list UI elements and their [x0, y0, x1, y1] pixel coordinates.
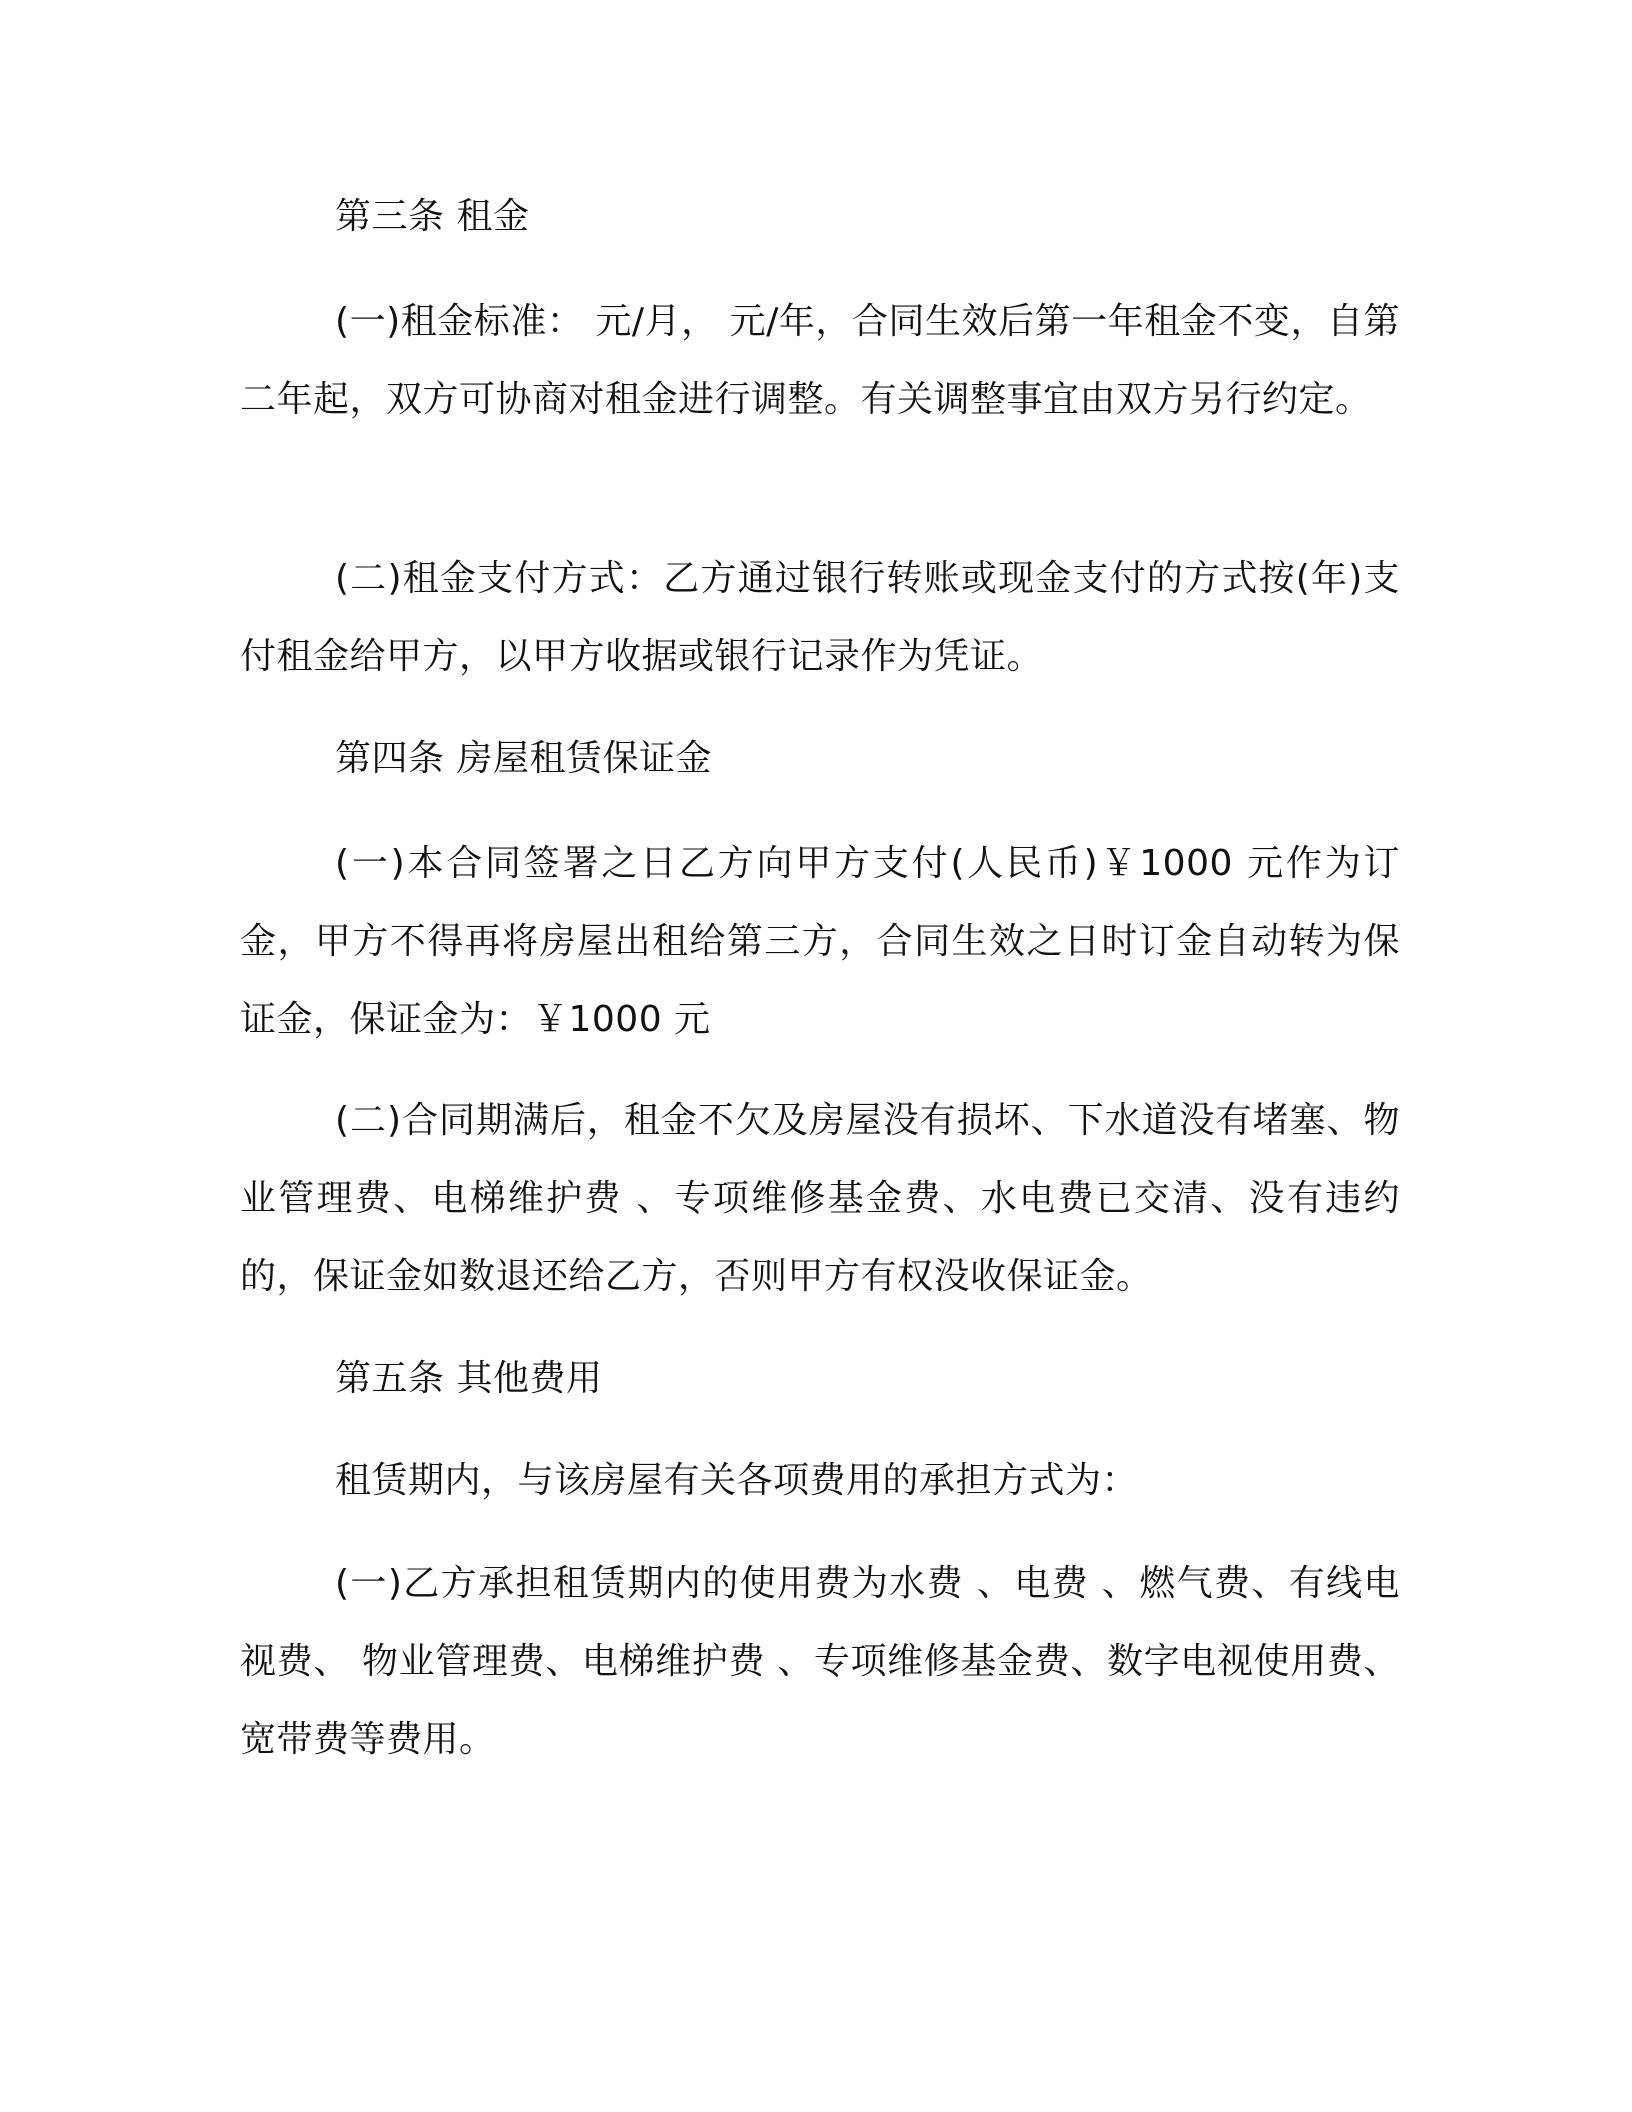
article-3-clause-2: (二)租金支付方式：乙方通过银行转账或现金支付的方式按(年)支付租金给甲方，以甲方收据或银行记录作为凭证。: [240, 558, 1400, 677]
article-3-heading: 第三条 租金: [335, 196, 530, 237]
article-4-clause-1: (一)本合同签署之日乙方向甲方支付(人民币)￥1000 元作为订金，甲方不得再将房屋出租给第三方，合同生效之日时订金自动转为保证金，保证金为：￥1000 元: [240, 843, 1400, 1040]
article-5-heading: 第五条 其他费用: [335, 1358, 603, 1399]
article-5-intro: 租赁期内，与该房屋有关各项费用的承担方式为：: [335, 1460, 1139, 1501]
article-5-clause-1: (一)乙方承担租赁期内的使用费为水费 、电费 、燃气费、有线电视费、 物业管理费、电梯维护费 、专项维修基金费、数字电视使用费、宽带费等费用。: [240, 1563, 1400, 1760]
article-4-clause-2: (二)合同期满后，租金不欠及房屋没有损坏、下水道没有堵塞、物业管理费、电梯维护费 、专项维修基金费、水电费已交清、没有违约的，保证金如数退还给乙方，否则甲方有权没收保证金。: [240, 1100, 1400, 1297]
article-4-heading: 第四条 房屋租赁保证金: [335, 738, 712, 779]
article-3-clause-1: (一)租金标准： 元/月， 元/年，合同生效后第一年租金不变，自第二年起，双方可协商对租金进行调整。有关调整事宜由双方另行约定。: [240, 301, 1400, 420]
